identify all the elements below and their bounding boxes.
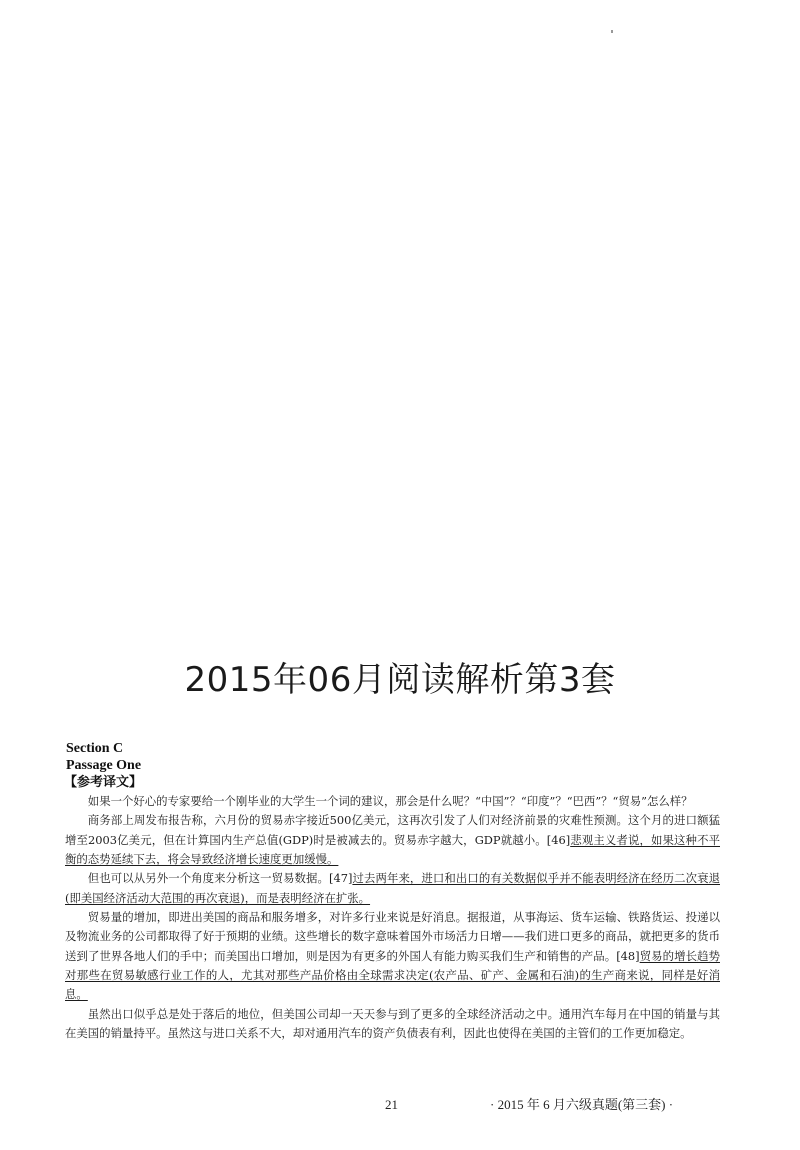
page-title: 2015年06月阅读解析第3套 (184, 660, 616, 700)
reference-translation-label: 【参考译文】 (64, 775, 143, 790)
paragraph-text: 如果一个好心的专家要给一个刚毕业的大学生一个词的建议，那会是什么呢？“中国”？“印度”？“巴西”？“贸易”怎么样？ (87, 794, 693, 808)
translation-body (65, 792, 720, 1043)
underlined-answer-text: 过去两年来，进口和出口的有关数据似乎并不能表明经济在经历二次衰退(即美国经济活动大范围的再次衰退)，而是表明经济在扩张。 (65, 871, 720, 905)
paragraph (65, 908, 720, 1005)
underlined-answer-text: 贸易的增长趋势对那些在贸易敏感行业工作的人，尤其对那些产品价格由全球需求决定(农产品、矿产、金属和石油)的生产商来说，同样是好消息。 (65, 948, 720, 1002)
paragraph (65, 869, 720, 908)
paragraph-text: 虽然出口似乎总是处于落后的地位，但美国公司却一天天参与到了更多的全球经济活动之中。通用汽车每月在中国的销量与其在美国的销量持平。虽然这与进口关系不大，却对通用汽车的资产负债表有利，因此也使得在美国的主管们的工作更加稳定。 (65, 1006, 720, 1041)
paragraph-text: 贸易量的增加，即进出美国的商品和服务增多，对许多行业来说是好消息。据报道，从事海运、货车运输、铁路货运、投递以及物流业务的公司都取得了好于预期的业绩。这些增长的数字意味着国外市场活力日增——我们进口更多的商品，就把更多的货币送到了世界各地人们的手中；而美国出口增加，则是因为有更多的外国人有能力购买我们生产和销售的产品。[48] (65, 910, 720, 963)
paragraph-text: 商务部上周发布报告称，六月份的贸易赤字接近500亿美元，这再次引发了人们对经济前景的灾难性预测。这个月的进口额猛增至2003亿美元，但在计算国内生产总值(GDP)时是被减去的。贸易赤字越大，GDP就越小。[46] (65, 813, 720, 847)
underlined-answer-text: 悲观主义者说，如果这种不平衡的态势延续下去，将会导致经济增长速度更加缓慢。 (65, 832, 720, 867)
exam-source-label: · 2015 年 6 月六级真题(第三套) · (490, 1097, 674, 1112)
scan-speck (611, 30, 613, 33)
paragraph (65, 1005, 720, 1044)
passage-label: Passage One (66, 758, 142, 773)
paragraph (65, 792, 720, 811)
paragraph (65, 811, 720, 869)
section-label: Section C (66, 741, 124, 756)
page-number: 21 (385, 1097, 398, 1112)
paragraph-text: 但也可以从另外一个角度来分析这一贸易数据。[47] (87, 871, 353, 886)
